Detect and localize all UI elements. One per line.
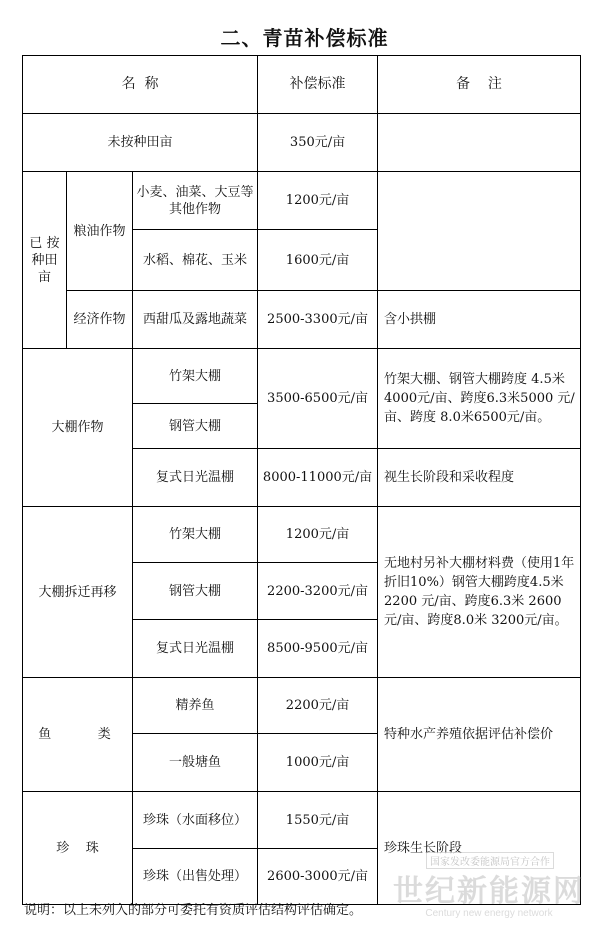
pearl-move-name: 珍珠（水面移位） [133,792,258,849]
relocation-solar-name: 复式日光温棚 [133,620,258,678]
pearl-label: 珍 珠 [23,792,133,905]
table-header-row [23,56,581,114]
table-row [23,507,581,563]
relocation-solar-price: 8500-9500元/亩 [258,620,378,678]
header-note: 备 注 [378,56,581,114]
unplanted-price: 350元/亩 [258,114,378,172]
greenhouse-bamboo-steel-note: 竹架大棚、钢管大棚跨度 4.5米4000元/亩、跨度6.3米5000 元/亩、跨度 8.0米6500元/亩。 [378,349,581,449]
fish-fine-name: 精养鱼 [133,678,258,734]
relocation-steel-price: 2200-3200元/亩 [258,563,378,620]
cash-price: 2500-3300元/亩 [258,291,378,349]
watermark-sub-text: Century new energy network [425,908,553,919]
wheat-price: 1200元/亩 [258,172,378,230]
greenhouse-solar: 复式日光温棚 [133,449,258,507]
compensation-table [22,55,581,905]
greenhouse-solar-price: 8000-11000元/亩 [258,449,378,507]
header-standard: 补偿标准 [258,56,378,114]
cash-label: 经济作物 [67,291,133,349]
greenhouse-bamboo: 竹架大棚 [133,349,258,404]
rice-name: 水稻、棉花、玉米 [133,230,258,291]
greenhouse-label: 大棚作物 [23,349,133,507]
greenhouse-solar-note: 视生长阶段和采收程度 [378,449,581,507]
pearl-move-price: 1550元/亩 [258,792,378,849]
grain-note [378,172,581,291]
table-row [23,291,581,349]
table-row [23,678,581,734]
unplanted-name: 未按种田亩 [23,114,258,172]
relocation-note: 无地村另补大棚材料费（使用1年折旧10%）钢管大棚跨度4.5米 2200 元/亩、跨度6.3米 2600元/亩、跨度8.0米 3200元/亩。 [378,507,581,678]
fish-fine-price: 2200元/亩 [258,678,378,734]
table-row [23,792,581,849]
greenhouse-steel: 钢管大棚 [133,404,258,449]
relocation-bamboo-price: 1200元/亩 [258,507,378,563]
pearl-sale-price: 2600-3000元/亩 [258,849,378,905]
watermark-main-text: 世纪新能源网 [393,874,585,909]
page-title: 二、青苗补偿标准 [220,26,389,50]
planted-group-label: 已 按种田亩 [23,172,67,349]
table-row [23,114,581,172]
fish-label: 鱼 类 [23,678,133,792]
unplanted-note [378,114,581,172]
cash-note: 含小拱棚 [378,291,581,349]
relocation-label: 大棚拆迁再移 [23,507,133,678]
fish-pond-price: 1000元/亩 [258,734,378,792]
header-name: 名 称 [23,56,258,114]
watermark-logo [378,866,600,919]
fish-pond-name: 一般塘鱼 [133,734,258,792]
fish-note: 特种水产养殖依据评估补偿价 [378,678,581,792]
watermark-stamp: 国家发改委能源局官方合作 [426,852,554,869]
pearl-sale-name: 珍珠（出售处理） [133,849,258,905]
table-row [23,349,581,404]
cash-name: 西甜瓜及露地蔬菜 [133,291,258,349]
relocation-steel-name: 钢管大棚 [133,563,258,620]
rice-price: 1600元/亩 [258,230,378,291]
grain-label: 粮油作物 [67,172,133,291]
wheat-name: 小麦、油菜、大豆等其他作物 [133,172,258,230]
footnote: 说明：以上未列入的部分可委托有资质评估结构评估确定。 [24,903,363,918]
table-row [23,172,581,230]
greenhouse-bamboo-steel-price: 3500-6500元/亩 [258,349,378,449]
relocation-bamboo-name: 竹架大棚 [133,507,258,563]
pearl-note: 珍珠生长阶段 [378,792,581,905]
